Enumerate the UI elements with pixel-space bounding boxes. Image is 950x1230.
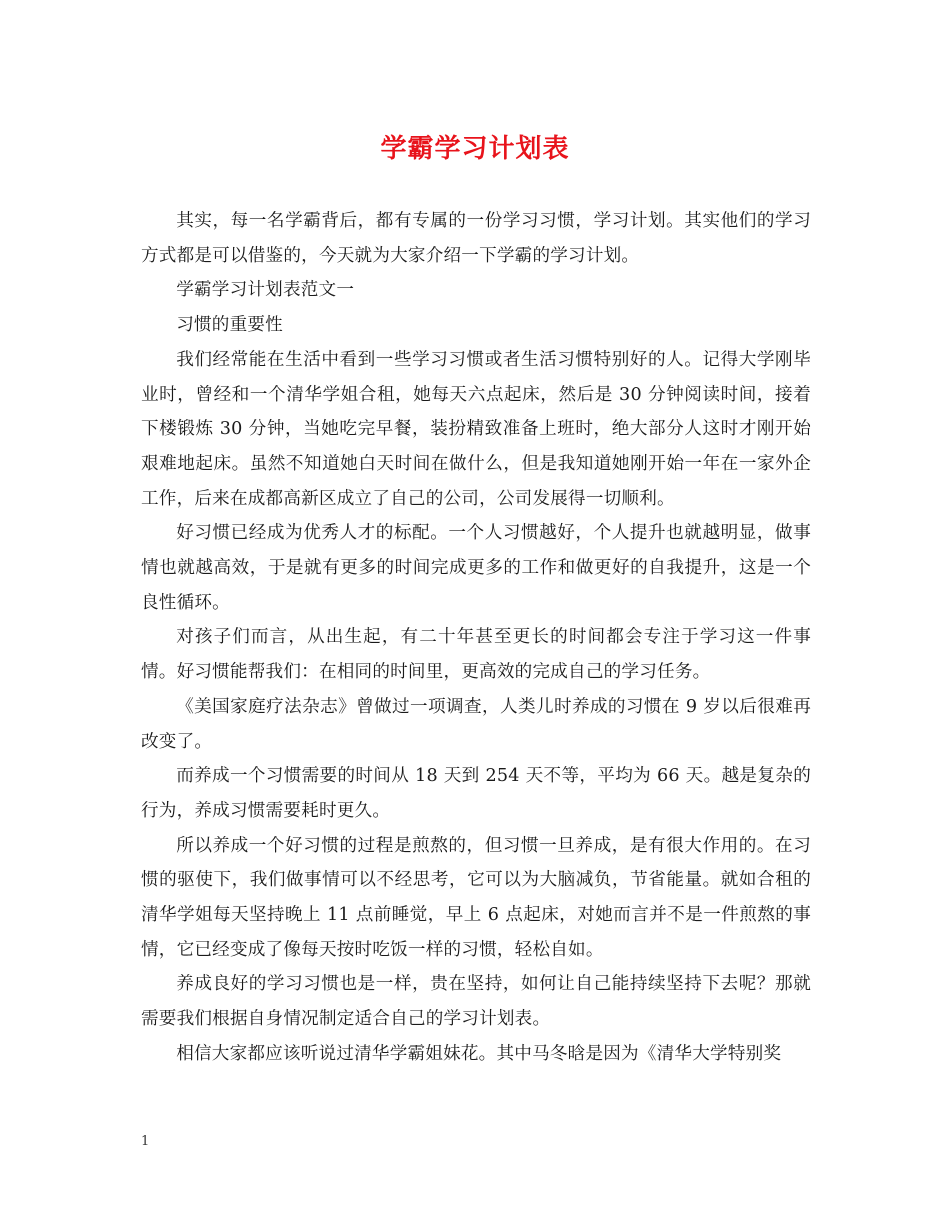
section-heading-habit-importance: 习惯的重要性 bbox=[176, 315, 283, 336]
section-heading-sample-one: 学霸学习计划表范文一 bbox=[176, 280, 355, 301]
page-title: 学霸学习计划表 bbox=[380, 134, 570, 164]
body-paragraph: 而养成一个习惯需要的时间从 18 天到 254 天不等，平均为 66 天。越是复杂的行为，养成习惯需要耗时更久。 bbox=[141, 766, 811, 821]
body-paragraph: 好习惯已经成为优秀人才的标配。一个人习惯越好，个人提升也就越明显，做事情也就越高效，于是就有更多的时间完成更多的工作和做更好的自我提升，这是一个良性循环。 bbox=[141, 523, 811, 613]
body-paragraph: 对孩子们而言，从出生起，有二十年甚至更长的时间都会专注于学习这一件事情。好习惯能帮我们：在相同的时间里，更高效的完成自己的学习任务。 bbox=[141, 627, 811, 683]
body-paragraph: 相信大家都应该听说过清华学霸姐妹花。其中马冬晗是因为《清华大学特别奖 bbox=[176, 1043, 782, 1064]
body-paragraph: 我们经常能在生活中看到一些学习习惯或者生活习惯特别好的人。记得大学刚毕业时，曾经和一个清华学姐合租，她每天六点起床，然后是 30 分钟阅读时间，接着下楼锻炼 30 分钟，当她吃完早餐，装扮精致准备上班时，绝大部分人这时才刚开始艰难地起床。虽然不知道她白天时间在做什么，但是我知道她刚开始一年在一家外企工作，后来在成都高新区成立了自己的公司，公司发展得一切顺利。 bbox=[141, 349, 811, 509]
page-number: 1 bbox=[141, 1134, 150, 1149]
body-paragraph: 养成良好的学习习惯也是一样，贵在坚持，如何让自己能持续坚持下去呢？那就需要我们根据自身情况制定适合自己的学习计划表。 bbox=[141, 974, 811, 1030]
intro-paragraph: 其实，每一名学霸背后，都有专属的一份学习习惯，学习计划。其实他们的学习方式都是可以借鉴的，今天就为大家介绍一下学霸的学习计划。 bbox=[141, 211, 811, 266]
body-paragraph: 所以养成一个好习惯的过程是煎熬的，但习惯一旦养成，是有很大作用的。在习惯的驱使下，我们做事情可以不经思考，它可以为大脑减负，节省能量。就如合租的清华学姐每天坚持晚上 11 点前睡觉，早上 6 点起床，对她而言并不是一件煎熬的事情，它已经变成了像每天按时吃饭一样的习惯，轻松自如。 bbox=[141, 835, 811, 960]
document-body bbox=[141, 204, 811, 1072]
body-paragraph: 《美国家庭疗法杂志》曾做过一项调查，人类儿时养成的习惯在 9 岁以后很难再改变了。 bbox=[141, 696, 811, 752]
